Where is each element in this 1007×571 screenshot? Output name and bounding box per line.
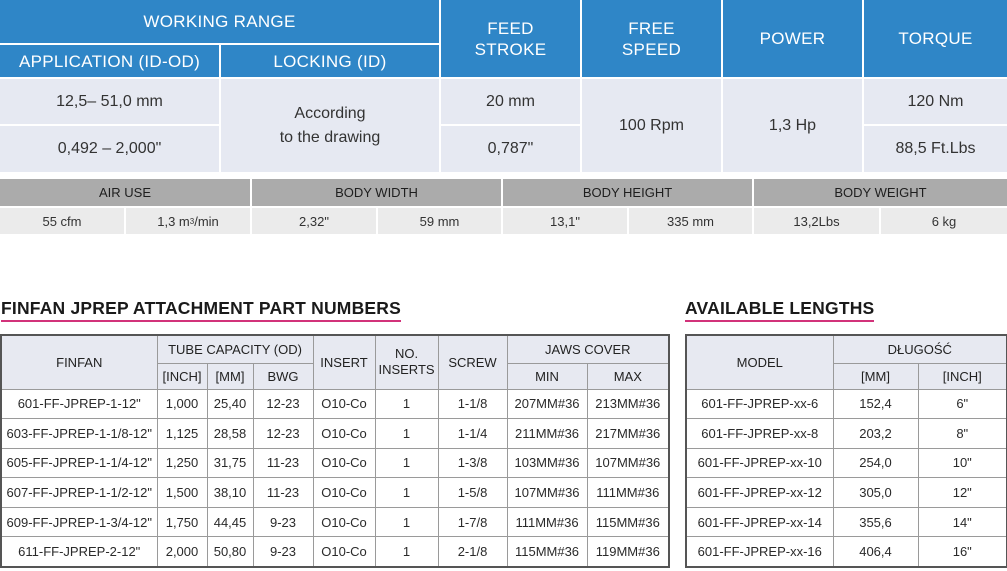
table-cell: 1,500 xyxy=(157,478,207,508)
table-cell: O10-Co xyxy=(313,507,375,537)
table-cell: 601-FF-JPREP-xx-12 xyxy=(686,478,833,508)
table-row xyxy=(686,507,1007,537)
col-inch: [INCH] xyxy=(157,363,207,389)
power-header: POWER xyxy=(723,0,862,77)
table-row xyxy=(1,389,669,419)
table-cell: 1-7/8 xyxy=(438,507,507,537)
body-height-header: BODY HEIGHT xyxy=(503,179,752,206)
table-cell: O10-Co xyxy=(313,478,375,508)
table-cell: 11-23 xyxy=(253,478,313,508)
table-cell: 211MM#36 xyxy=(507,419,587,449)
table-cell: 406,4 xyxy=(833,537,918,567)
table-cell: 305,0 xyxy=(833,478,918,508)
table-cell: 12-23 xyxy=(253,419,313,449)
torque-header: TORQUE xyxy=(864,0,1007,77)
air-m3: 1,3 m 3 /min xyxy=(126,208,250,234)
table-cell: 1,000 xyxy=(157,389,207,419)
application-imperial: 0,492 – 2,000" xyxy=(0,126,219,172)
table-cell: 1,125 xyxy=(157,419,207,449)
application-metric: 12,5– 51,0 mm xyxy=(0,79,219,124)
table-cell: 2-1/8 xyxy=(438,537,507,567)
table-cell: 111MM#36 xyxy=(507,507,587,537)
table-cell: 601-FF-JPREP-xx-14 xyxy=(686,507,833,537)
body-width-header: BODY WIDTH xyxy=(252,179,501,206)
height-in: 13,1" xyxy=(503,208,627,234)
table-cell: 31,75 xyxy=(207,448,253,478)
table-cell: 115MM#36 xyxy=(587,507,669,537)
feed-metric: 20 mm xyxy=(441,79,580,124)
body-weight-header: BODY WEIGHT xyxy=(754,179,1007,206)
table-cell: 601-FF-JPREP-xx-6 xyxy=(686,389,833,419)
table-cell: 1 xyxy=(375,537,438,567)
table-cell: 1-1/4 xyxy=(438,419,507,449)
table-cell: 1 xyxy=(375,507,438,537)
table-row xyxy=(686,448,1007,478)
col-bwg: BWG xyxy=(253,363,313,389)
table-cell: 38,10 xyxy=(207,478,253,508)
table-cell: 107MM#36 xyxy=(507,478,587,508)
air-cfm: 55 cfm xyxy=(0,208,124,234)
table-cell: 111MM#36 xyxy=(587,478,669,508)
col-max: MAX xyxy=(587,363,669,389)
table-row xyxy=(686,478,1007,508)
table-cell: 609-FF-JPREP-1-3/4-12" xyxy=(1,507,157,537)
table-cell: 16" xyxy=(918,537,1007,567)
col-insert: INSERT xyxy=(313,335,375,389)
locking-value: According to the drawing xyxy=(221,79,439,172)
table-cell: 115MM#36 xyxy=(507,537,587,567)
available-lengths-table xyxy=(685,334,1007,568)
table-cell: 119MM#36 xyxy=(587,537,669,567)
table-row xyxy=(686,419,1007,449)
table-cell: 1 xyxy=(375,389,438,419)
table-cell: 50,80 xyxy=(207,537,253,567)
table-row xyxy=(1,507,669,537)
table-cell: 10" xyxy=(918,448,1007,478)
table-cell: 1 xyxy=(375,419,438,449)
part-numbers-table xyxy=(0,334,670,568)
part-numbers-title: FINFAN JPREP ATTACHMENT PART NUMBERS xyxy=(1,298,401,322)
table-cell: 607-FF-JPREP-1-1/2-12" xyxy=(1,478,157,508)
table-cell: 605-FF-JPREP-1-1/4-12" xyxy=(1,448,157,478)
table-cell: 1,250 xyxy=(157,448,207,478)
col-length: DŁUGOŚĆ xyxy=(833,335,1007,363)
table-cell: O10-Co xyxy=(313,389,375,419)
weight-lbs: 13,2Lbs xyxy=(754,208,879,234)
table-row xyxy=(686,537,1007,567)
table-cell: 355,6 xyxy=(833,507,918,537)
table-cell: 1,750 xyxy=(157,507,207,537)
table-cell: 601-FF-JPREP-xx-10 xyxy=(686,448,833,478)
table-cell: 12-23 xyxy=(253,389,313,419)
table-cell: 611-FF-JPREP-2-12" xyxy=(1,537,157,567)
table-cell: O10-Co xyxy=(313,537,375,567)
locking-header: LOCKING (ID) xyxy=(221,45,439,77)
width-in: 2,32" xyxy=(252,208,376,234)
col-length-mm: [MM] xyxy=(833,363,918,389)
col-screw: SCREW xyxy=(438,335,507,389)
table-cell: 152,4 xyxy=(833,389,918,419)
table-cell: 11-23 xyxy=(253,448,313,478)
table-cell: 207MM#36 xyxy=(507,389,587,419)
table-row xyxy=(686,389,1007,419)
col-model: MODEL xyxy=(686,335,833,389)
working-range-header: WORKING RANGE xyxy=(0,0,439,43)
col-length-inch: [INCH] xyxy=(918,363,1007,389)
speed-value: 100 Rpm xyxy=(582,79,721,172)
width-mm: 59 mm xyxy=(378,208,501,234)
torque-metric: 120 Nm xyxy=(864,79,1007,124)
table-cell: 1 xyxy=(375,478,438,508)
table-cell: 28,58 xyxy=(207,419,253,449)
col-min: MIN xyxy=(507,363,587,389)
col-tube-capacity: TUBE CAPACITY (OD) xyxy=(157,335,313,363)
air-use-header: AIR USE xyxy=(0,179,250,206)
table-row xyxy=(1,419,669,449)
table-cell: 103MM#36 xyxy=(507,448,587,478)
table-cell: O10-Co xyxy=(313,448,375,478)
table-cell: 203,2 xyxy=(833,419,918,449)
table-cell: O10-Co xyxy=(313,419,375,449)
free-speed-header: FREE SPEED xyxy=(582,0,721,77)
table-cell: 2,000 xyxy=(157,537,207,567)
col-jaws-cover: JAWS COVER xyxy=(507,335,669,363)
table-cell: 12" xyxy=(918,478,1007,508)
table-row xyxy=(1,448,669,478)
table-cell: 213MM#36 xyxy=(587,389,669,419)
feed-imperial: 0,787" xyxy=(441,126,580,172)
table-cell: 603-FF-JPREP-1-1/8-12" xyxy=(1,419,157,449)
table-cell: 601-FF-JPREP-xx-16 xyxy=(686,537,833,567)
table-cell: 1 xyxy=(375,448,438,478)
height-mm: 335 mm xyxy=(629,208,752,234)
feed-stroke-header: FEED STROKE xyxy=(441,0,580,77)
table-cell: 14" xyxy=(918,507,1007,537)
col-mm: [MM] xyxy=(207,363,253,389)
table-cell: 9-23 xyxy=(253,507,313,537)
table-cell: 44,45 xyxy=(207,507,253,537)
table-cell: 217MM#36 xyxy=(587,419,669,449)
col-finfan: FINFAN xyxy=(1,335,157,389)
table-cell: 25,40 xyxy=(207,389,253,419)
table-cell: 1-1/8 xyxy=(438,389,507,419)
table-cell: 601-FF-JPREP-xx-8 xyxy=(686,419,833,449)
col-no-inserts: NO. INSERTS xyxy=(375,335,438,389)
table-row xyxy=(1,478,669,508)
available-lengths-title: AVAILABLE LENGTHS xyxy=(685,298,874,322)
torque-imperial: 88,5 Ft.Lbs xyxy=(864,126,1007,172)
weight-kg: 6 kg xyxy=(881,208,1007,234)
table-cell: 254,0 xyxy=(833,448,918,478)
table-cell: 107MM#36 xyxy=(587,448,669,478)
table-cell: 8" xyxy=(918,419,1007,449)
table-cell: 1-5/8 xyxy=(438,478,507,508)
application-header: APPLICATION (ID-OD) xyxy=(0,45,219,77)
table-cell: 1-3/8 xyxy=(438,448,507,478)
table-cell: 601-FF-JPREP-1-12" xyxy=(1,389,157,419)
table-cell: 9-23 xyxy=(253,537,313,567)
power-value: 1,3 Hp xyxy=(723,79,862,172)
table-cell: 6" xyxy=(918,389,1007,419)
table-row xyxy=(1,537,669,567)
